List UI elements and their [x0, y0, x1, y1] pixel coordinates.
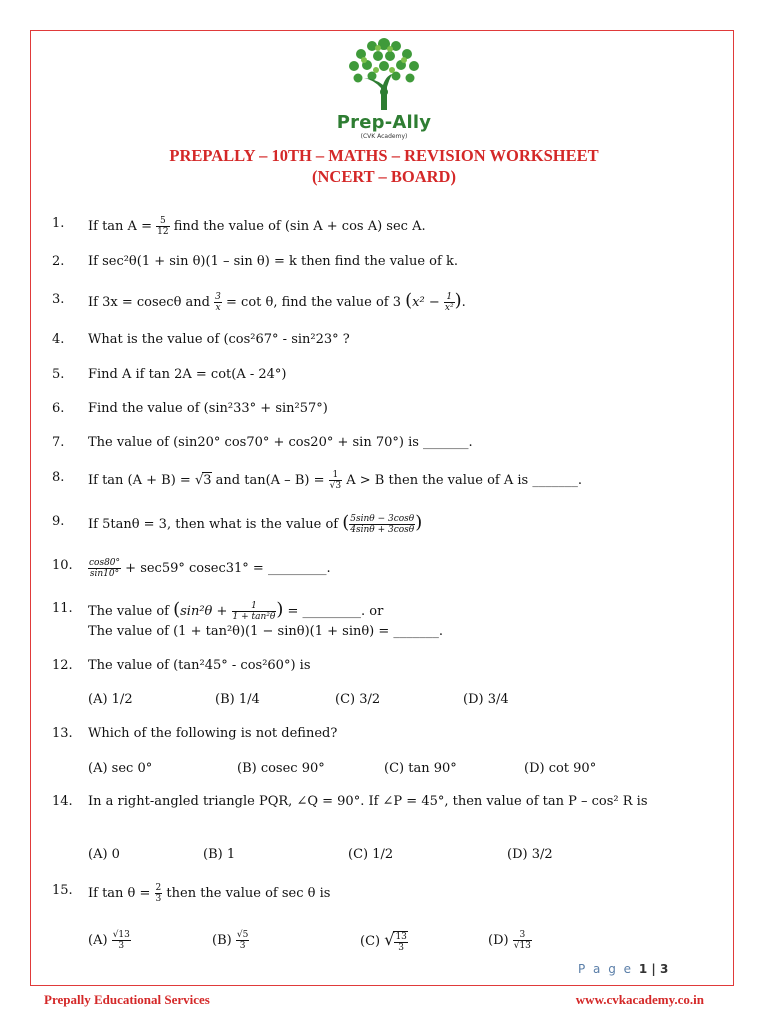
page-number: P a g e 1 | 3 [578, 962, 669, 976]
question-text: The value of (sin20° cos70° + cos20° + sin 70°) is _______. [88, 435, 473, 450]
question-text: The value of (sin²θ + $\frac{1}{\text{1 + tan²θ}}$ ) = _________. or [88, 599, 384, 622]
question-number: 13. [52, 726, 73, 741]
question-text: If 5tanθ = 3, then what is the value of ( $\frac{5\sin\theta - 3\cos\theta}{4\sin\theta + 3\cos\theta}$ ) [88, 512, 423, 535]
question-text: Find the value of (sin²33° + sin²57°) [88, 401, 328, 416]
fraction: $\frac{5}{12}$ [157, 216, 169, 237]
option-a: (A) sec 0° [88, 761, 153, 776]
tree-icon [334, 32, 434, 114]
question-number: 11. [52, 601, 73, 616]
question-text: Which of the following is not defined? [88, 726, 338, 741]
question-number: 15. [52, 883, 73, 898]
footer-company: Prepally Educational Services [44, 992, 210, 1007]
worksheet-subtitle: (NCERT – BOARD) [312, 167, 456, 186]
option-d: (D) $\frac{3}{√13}$ [488, 930, 531, 951]
question-text: Find A if tan 2A = cot(A - 24°) [88, 367, 287, 382]
option-b: (B) $\frac{√5}{3}$ [212, 930, 249, 951]
option-c: (C) √ $\frac{13}{3}$ [360, 930, 407, 953]
option-b: (B) cosec 90° [237, 761, 325, 776]
option-c: (C) tan 90° [384, 761, 457, 776]
option-d: (D) 3/4 [463, 692, 509, 707]
option-a: (A) $\frac{√13}{3}$ [88, 930, 130, 951]
option-d: (D) 3/2 [507, 847, 553, 862]
question-number: 1. [52, 216, 65, 231]
question-number: 9. [52, 514, 65, 529]
question-number: 5. [52, 367, 65, 382]
question-text: If sec²θ(1 + sin θ)(1 – sin θ) = k then find the value of k. [88, 254, 458, 269]
question-number: 7. [52, 435, 65, 450]
question-11-line2: The value of (1 + tan²θ)(1 − sinθ)(1 + sinθ) = _______. [88, 624, 444, 639]
question-text: If tan (A + B) = √3 and tan(A – B) = $\frac{1}{√3}$ A > B then the value of A is _______. [88, 470, 582, 491]
question-text: In a right-angled triangle PQR, ∠Q = 90°. If ∠P = 45°, then value of tan P – cos² R is [88, 794, 648, 809]
question-text: What is the value of (cos²67° - sin²23° ? [88, 332, 350, 347]
question-number: 2. [52, 254, 65, 269]
question-text: The value of (tan²45° - cos²60°) is [88, 658, 311, 673]
question-number: 12. [52, 658, 73, 673]
question-number: 4. [52, 332, 65, 347]
option-b: (B) 1 [203, 847, 236, 862]
question-text: $\frac{\cos 80^\circ}{\sin 10^\circ}$ + sec59° cosec31° = _________. [89, 558, 331, 579]
option-d: (D) cot 90° [524, 761, 597, 776]
option-c: (C) 1/2 [348, 847, 394, 862]
logo-name: Prep-Ally [336, 112, 432, 133]
option-c: (C) 3/2 [335, 692, 381, 707]
option-a: (A) 1/2 [88, 692, 133, 707]
question-number: 10. [52, 558, 73, 573]
question-number: 3. [52, 292, 65, 307]
question-number: 8. [52, 470, 65, 485]
logo-subtitle: (CVK Academy) [360, 133, 408, 140]
footer-website-link[interactable]: www.cvkacademy.co.in [575, 992, 704, 1007]
option-a: (A) 0 [88, 847, 120, 862]
prep-ally-logo [334, 32, 434, 150]
option-b: (B) 1/4 [215, 692, 260, 707]
question-text: If 3x = cosecθ and $\frac{3}{x}$ = cot θ, find the value of 3 (x² − $\frac{1}{\text{x²}}$ ). [88, 290, 466, 313]
worksheet-title: PREPALLY – 10TH – MATHS – REVISION WORKSHEET [169, 146, 599, 165]
question-number: 6. [52, 401, 65, 416]
question-number: 14. [52, 794, 73, 809]
question-text: If tan θ = $\frac{2}{3}$ then the value of sec θ is [88, 883, 331, 904]
question-text: If tan A = $\frac{5}{12}$ find the value of (sin A + cos A) sec A. [88, 216, 426, 237]
